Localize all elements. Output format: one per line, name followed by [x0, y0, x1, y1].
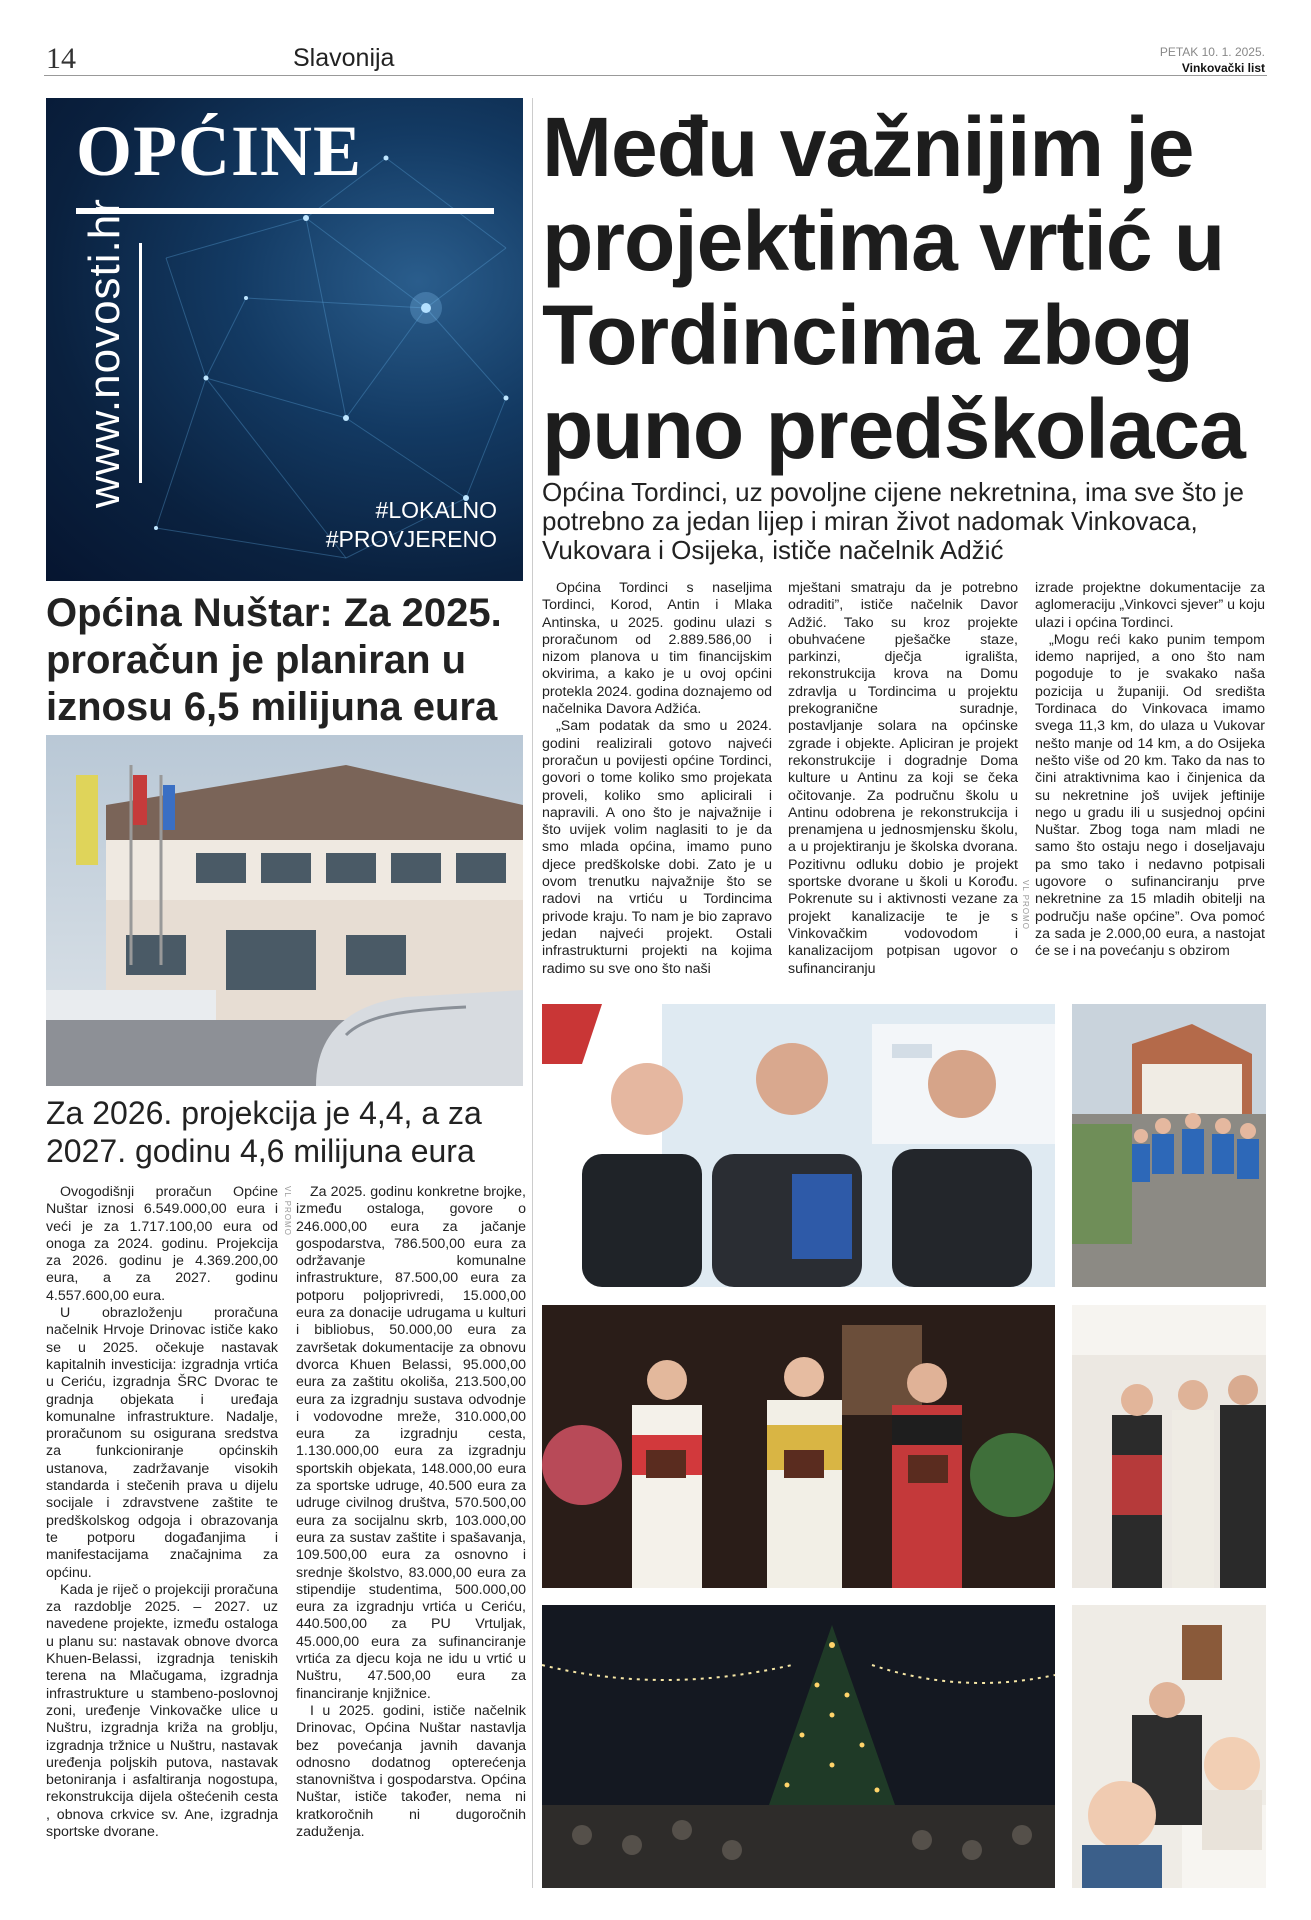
paragraph: mještani smatraju da je potrebno odraditi”, ističe načelnik Davor Adžić. Tako su kroz projekte obuhvaćene pješačke staze, parkinzi, dječja igrališta, rekonstrukcija krova na Domu zdravlja u Tordincima u projektu prekograničnе suradnje, postavljanje solara na općinske zgrade i objekte. Apliciran je projekt rekonstrukcije i dogradnje Doma kulture u Antinu za koji se čeka očitovanje. Za područnu školu u Antinu odobrena je rekonstrukcija i prenamjena u jednosmjensku školu, a u projektiranju je školska dvorana. Pozitivnu odluku dobio je projekt sportske dvorane u školi u Korođu. Pokrenute su i aktivnosti vezane za projekt kanalizacije te je s Vinkovačkim vodovodom i kanalizacijom potpisan ugovor o sufinanciranju — [788, 580, 1018, 977]
page-number: 14 — [46, 42, 76, 75]
hashtag-provjereno: #PROVJERENO — [325, 526, 497, 552]
promo-marker: VL PROMO — [1021, 880, 1030, 930]
left-article-column-1 — [46, 1184, 278, 1841]
photo-officials-signing — [542, 1004, 1055, 1287]
publication-name: Vinkovački list — [1181, 61, 1265, 75]
novosti-promo-banner[interactable] — [46, 98, 523, 581]
photo-christmas-square — [542, 1605, 1055, 1888]
column-divider — [532, 98, 533, 1888]
main-article-column-1 — [542, 580, 772, 978]
paragraph: „Mogu reći kako punim tempom idemo naprijed, a ono što nam pogoduje to je svakako naša pozicija u županiji. Od središta Tordinaca do Vinkovaca imamo svega 11,3 km, do ulaza u Vukovar nešto manje od 14 km, a do Osijeka nešto više od 20 km. Tako da nas to čini atraktivnima kao i činjenica da su nekretnine još uvijek jeftinije nego u gradu ili u susjednoj općini Nuštar. Zbog toga nam mladi ne samo što ostaju nego i doseljavaju pa smo tako i nedavno potpisali ugovore o sufinanciranju prve nekretnine za 15 mladih obitelji na području naše općine”. Ova pomoć za sada je 2.000,00 eura, a nastojat će se i na povećanju s obzirom — [1035, 631, 1265, 960]
promo-marker: VL PROMO — [283, 1186, 292, 1236]
paragraph: izrade projektne dokumentacije za aglomeraciju „Vinkovci sjever” u koju ulazi i općina Tordinci. — [1035, 580, 1265, 631]
paragraph: U obrazloženju proračuna načelnik Hrvoje Drinovac ističe kako se u 2025. očekuje nastavak kapitalnih investicija: izgradnja vrtića u Ceriću, izgradnja ŠRC Dvorac te gradnja objekata i uređaja komunalne infrastrukture. Nadalje, proračunom su osigurana sredstva za funkcioniranje općinskih ustanova, zadržavanje visokih standarda i stečenih prava u dijelu socijale i zdravstvene zaštite te predškolskog odgoja i obrazovanja te potporu događanjima i manifestacijama značajnima za općinu. — [46, 1305, 278, 1581]
promo-hashtags — [326, 496, 497, 554]
photo-folk-costumes-awards — [542, 1305, 1055, 1588]
main-article-headline: Među važnijim je projektima vrtić u Tordincima zbog puno predškolaca — [542, 100, 1245, 476]
paragraph: Za 2025. godinu konkretne brojke, između ostaloga, govore o 246.000,00 eura za jačanje gospodarstva, 786.500,00 eura za održavanje komunalne infrastrukture, 87.500,00 eura za potporu poljoprivredi, 15.000,00 eura za donacije udrugama u kulturi i bibliobus, 50.000,00 eura za završetak dokumentacije za obnovu dvorca Khuen Belassi, 95.000,00 eura za zaštitu okoliša, 213.500,00 eura za izgradnju sustava odvodnje i vodovodne mreže, 310.000,00 eura za izgradnju cesta, 1.130.000,00 eura za izgradnju sportskih objekata, 148.000,00 eura za sportske udruge, 40.500 eura za udruge civilnog društva, 570.500,00 eura za socijalnu skrb, 103.000,00 eura za sustav zaštite i spašavanja, 109.500,00 eura za osnovno i srednje školstvo, 83.000,00 eura za stipendije studentima, 500.000,00 eura za izgradnju vrtića u Ceriću, 440.500,00 za PU Vrtuljak, 45.000,00 eura za sufinanciranje vrtića za djecu koja ne idu u vrtić u Nuštru, 47.500,00 eura za financiranje knjižnice. — [296, 1184, 526, 1702]
section-title: Slavonija — [293, 44, 395, 72]
hashtag-lokalno: #LOKALNO — [375, 497, 497, 523]
paragraph: Kada je riječ o projekciji proračuna za razdoblje 2025. – 2027. uz navedene projekte, između ostaloga u planu su: nastavak obnove dvorca Khuen-Belassi, izgradnja teniskih terena na Mlačugama, izgradnja infrastrukture u stambeno-poslovnoj zoni, uređenje Vinkovačke ulice u Nuštru, izgradnja križa na groblju, izgradnja tržnice u Nuštru, nastavak uređenja poljskih putova, nastavak betoniranja i asfaltiranja nogostupa, rekonstrukcija dijela oštećenih cesta , obnova crkvice sv. Ane, izgradnja sportske dvorane. — [46, 1581, 278, 1840]
promo-divider — [139, 243, 142, 483]
main-article-column-3 — [1035, 580, 1265, 961]
paragraph: „Sam podatak da smo u 2024. godini realizirali gotovo najveći proračun u povijesti općine Tordinci, govori o tome koliko smo projekata proveli, koliko smo aplicirali i napravili. A ono što je najvažnije i što uvijek volim naglasiti to je da smo mlada općina, imamo puno djece predškolske dobi. Zato je u ovom trenutku najvažnije što se radovi na vrtiću u Tordincima privode kraju. To nam je bio zapravo jedan najveći projekt. Ostali infrastrukturni projekti na kojima radimo su sve ono što naši — [542, 718, 772, 977]
main-article-lead: Općina Tordinci, uz povoljne cijene nekretnina, ima sve što je potrebno za jedan lijep i miran život nadomak Vinkovaca, Vukovara i Osijeka, ističe načelnik Adžić — [542, 477, 1244, 565]
photo-municipal-building — [46, 735, 523, 1086]
paragraph: Ovogodišnji proračun Općine Nuštar iznosi 6.549.000,00 eura i veći je za 1.717.100,00 eura od onoga za 2024. godinu. Projekcija za 2026. godinu je 4.369.200,00 eura, a za 2027. godinu 4.557.600,00 eura. — [46, 1184, 278, 1304]
photo-children-kindergarten — [1072, 1605, 1266, 1888]
issue-meta — [1160, 44, 1265, 76]
header-rule — [44, 75, 1267, 76]
promo-title: OPĆINE — [76, 111, 363, 191]
paragraph: I u 2025. godini, ističe načelnik Drinovac, Općina Nuštar nastavlja bez povećanja javnih davanja odnosno dodatnog opterećenja stanovništva i gospodarstva. Općina Nuštar, ističe također, nema ni kratkoročnih ni dugoročnih zaduženja. — [296, 1702, 526, 1840]
issue-date: PETAK 10. 1. 2025. — [1159, 45, 1265, 59]
left-article-column-2 — [296, 1184, 526, 1841]
promo-title-underline — [76, 208, 494, 214]
photo-procession — [1072, 1004, 1266, 1287]
paragraph: Općina Tordinci s naseljima Tordinci, Korod, Antin i Mlaka Antinska, u 2025. godinu ulazi s proračunom od 2.889.586,00 i nizom planova u tim financijskim okvirima, a kako je u ovoj općini protekla 2024. godina doznajemo od načelnika Davora Adžića. — [542, 580, 772, 718]
photo-folk-group-indoor — [1072, 1305, 1266, 1588]
left-article-subheadline: Za 2026. projekcija je 4,4, a za 2027. godinu 4,6 milijuna eura — [46, 1095, 482, 1169]
main-article-column-2 — [788, 580, 1018, 978]
promo-url[interactable]: www.novosti.hr — [80, 198, 129, 508]
left-article-headline: Općina Nuštar: Za 2025. proračun je planiran u iznosu 6,5 milijuna eura — [46, 591, 502, 729]
